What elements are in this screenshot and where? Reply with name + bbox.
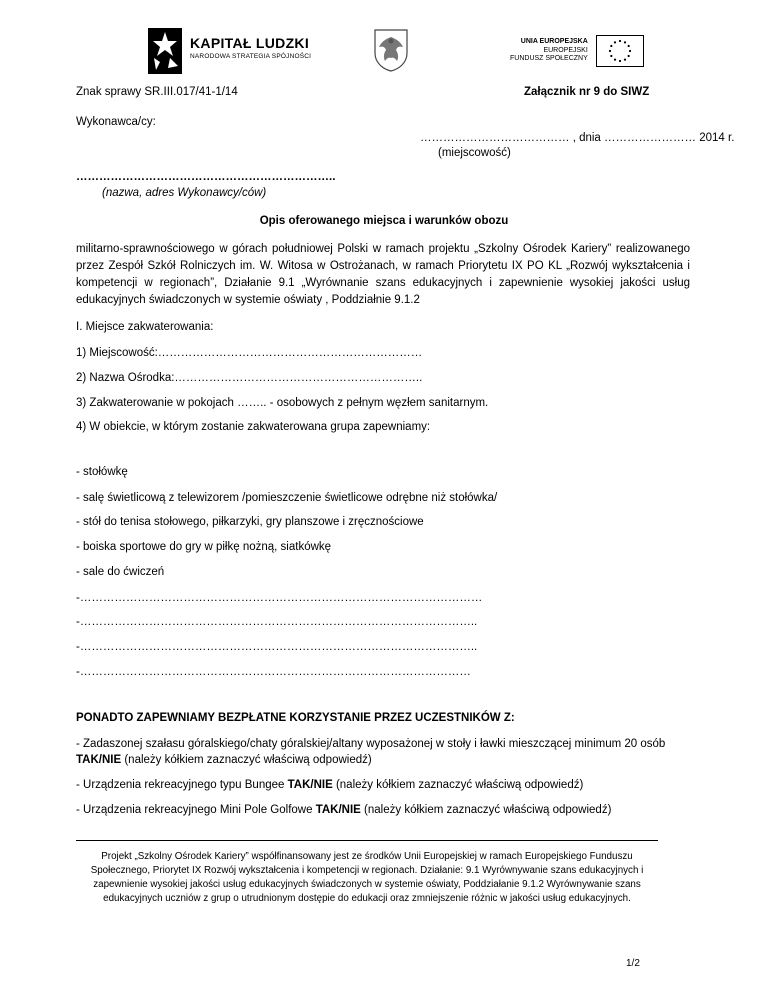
eu-star-icon [628,55,630,57]
item-facility: 4) W obiekcie, w którym zostanie zakwaterowana grupa zapewniamy: [76,421,431,433]
footer-text: Projekt „Szkolny Ośrodek Kariery” współfinansowany jest ze środków Unii Europejskiej w ramach Europejskiego Funduszu Społecznego, Priorytet IX Rozwój wykształcenia i kompetencji w regionach. Działanie: 9.1 Wyrównywanie szans edukacyjnych i zapewnienie wysokiej jakości usług edukacyjnych świadczonych w systemie oświaty, Poddziałanie 9.1.2 Wyrównywanie szans edukacyjnych uczniów z grup o utrudnionym dostępie do edukacji oraz zmniejszenie różnic w jakości usług edukacyjnych. [90,851,644,904]
document-title: Opis oferowanego miejsca i warunków obozu [259,215,509,227]
eu-star-icon [609,50,611,52]
list-item: -…………………………………………………………………………………………… [76,592,483,604]
list-item: -………………………………………………………………………………………….. [76,616,478,628]
extra-item-minigolf-text: - Urządzenia rekreacyjnego Mini Pole Golfowe [76,804,316,816]
list-item: -………………………………………………………………………………………… [76,666,471,678]
yes-no-option[interactable]: TAK/NIE [315,804,361,816]
kapital-ludzki-title: KAPITAŁ LUDZKI [190,35,310,51]
kapital-ludzki-subtitle: NARODOWA STRATEGIA SPÓJNOŚCI [190,53,312,60]
eu-star-icon [610,45,612,47]
extra-item-hut-note: (należy kółkiem zaznaczyć właściwą odpowiedź) [121,754,372,766]
eu-star-icon [610,55,612,57]
extra-item-minigolf [76,804,611,816]
eu-star-icon [624,41,626,43]
case-number: Znak sprawy SR.III.017/41-1/14 [76,86,238,98]
extra-item-hut-answer [76,754,372,766]
item-center-name: 2) Nazwa Ośrodka:……………………………………………………….. [76,372,423,384]
extra-item-hut [76,736,690,753]
page-number: 1/2 [626,958,640,969]
extra-heading: PONADTO ZAPEWNIAMY BEZPŁATNE KORZYSTANIE PRZEZ UCZESTNIKÓW Z: [76,712,515,724]
eu-star-icon [614,41,616,43]
extra-item-hut-text: - Zadaszonej szałasu góralskiego/chaty góralskiej/altany wyposażonej w stoły i ławki mieszczącej minimum 20 osób [76,738,666,750]
contractor-dots: ………………………………………………………….. [76,171,336,183]
yes-no-option[interactable]: TAK/NIE [76,754,122,766]
place-caption: (miejscowość) [438,147,511,159]
list-item: -………………………………………………………………………………………….. [76,641,478,653]
kapital-ludzki-text [190,35,311,60]
intro-paragraph: militarno-sprawnościowego w górach południowej Polski w ramach projektu „Szkolny Ośrodek Kariery” realizowanego przez Zespół Szkół Rolniczych im. W. Witosa w Ostrożanach, w ramach Priorytetu IX PO KL „Rozwój wykształcenia i kompetencji w regionach”, Działanie 9.1 „Wyrównanie szans edukacyjnych i zapewnienie wysokiej jakości usług edukacyjnych świadczonych w systemie oświaty , Poddziałnie 9.1.2 [76,243,690,306]
eu-logo-text [510,38,588,64]
place-date: ………………………………… , dnia …………………… 2014 r. [420,132,735,144]
eu-line-2: EUROPEJSKI [543,46,588,54]
extra-item-bungee-text: - Urządzenia rekreacyjnego typu Bungee [76,779,288,791]
item-rooms: 3) Zakwaterowanie w pokojach …….. - osobowych z pełnym węzłem sanitarnym. [76,397,489,409]
eu-star-icon [628,45,630,47]
list-item: - stołówkę [76,466,128,478]
section-accommodation: I. Miejsce zakwaterowania: [76,321,214,333]
eu-star-icon [619,60,621,62]
list-item: - boiska sportowe do gry w piłkę nożną, siatkówkę [76,541,332,553]
eu-flag-icon [596,35,644,67]
eu-line-1: UNIA EUROPEJSKA [520,38,588,45]
yes-no-option[interactable]: TAK/NIE [287,779,333,791]
eu-star-icon [629,50,631,52]
contractor-label: Wykonawca/cy: [76,116,156,128]
eu-line-3: FUNDUSZ SPOŁECZNY [510,55,588,62]
eu-star-icon [614,59,616,61]
item-locality: 1) Miejscowość:…………………………………………………………… [76,347,423,359]
extra-item-bungee-note: (należy kółkiem zaznaczyć właściwą odpowiedź) [332,779,584,791]
eu-star-icon [624,59,626,61]
contractor-caption: (nazwa, adres Wykonawcy/ców) [102,187,267,199]
extra-item-bungee [76,779,583,791]
attachment-label: Załącznik nr 9 do SIWZ [524,86,650,98]
list-item: - sale do ćwiczeń [76,566,165,578]
extra-item-minigolf-note: (należy kółkiem zaznaczyć właściwą odpowiedź) [360,804,612,816]
list-item: - stół do tenisa stołowego, piłkarzyki, gry planszowe i zręcznościowe [76,516,424,528]
eagle-crest-icon [372,27,410,73]
eu-star-icon [619,40,621,42]
list-item: - salę świetlicową z telewizorem /pomieszczenie świetlicowe odrębne niż stołówka/ [76,492,498,504]
footer-divider [76,840,658,841]
